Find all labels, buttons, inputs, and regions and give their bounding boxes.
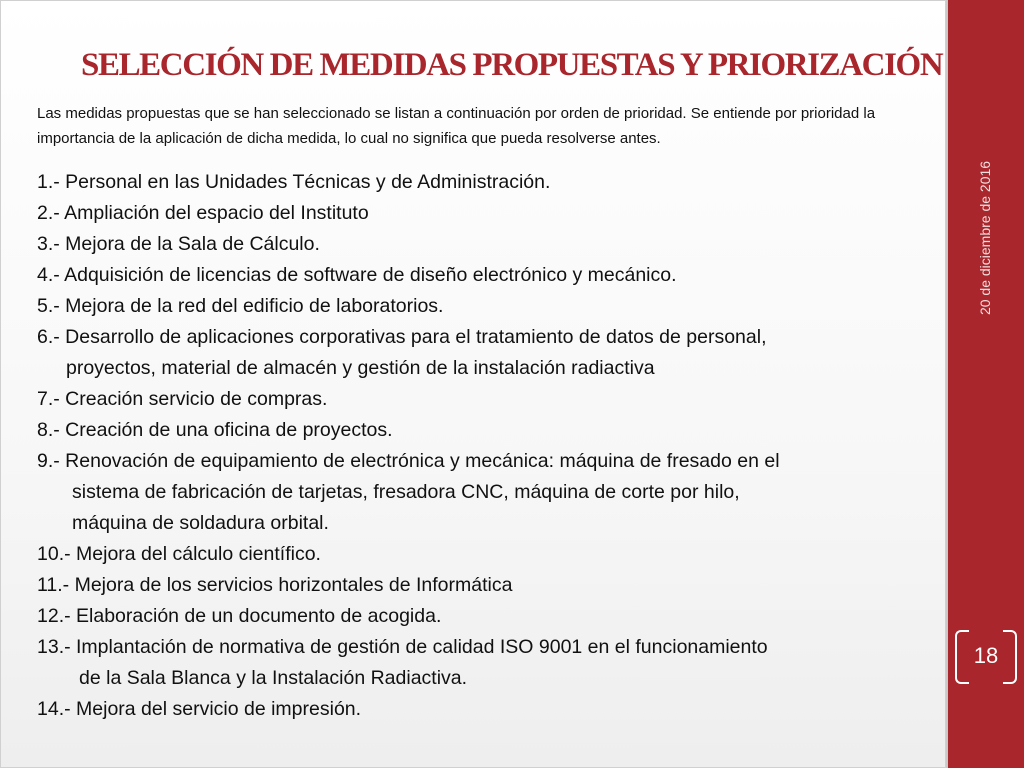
list-item: 8.- Creación de una oficina de proyectos. <box>37 419 393 441</box>
page-number: 18 <box>973 643 999 668</box>
list-item: 1.- Personal en las Unidades Técnicas y de Administración. <box>37 171 551 193</box>
list-item: 9.- Renovación de equipamiento de electrónica y mecánica: máquina de fresado en el sistema de fabricación de tarjetas, fresadora CNC, máquina de corte por hilo, máquina de soldadura orbital. <box>37 446 942 539</box>
slide-title: SELECCIÓN DE MEDIDAS PROPUESTAS Y PRIORIZACIÓN <box>81 47 943 83</box>
list-item: 7.- Creación servicio de compras. <box>37 388 328 410</box>
list-item: 3.- Mejora de la Sala de Cálculo. <box>37 233 320 255</box>
slide-date: 20 de diciembre de 2016 <box>977 160 993 316</box>
list-item: 10.- Mejora del cálculo científico. <box>37 543 321 565</box>
list-item: 6.- Desarrollo de aplicaciones corporativas para el tratamiento de datos de personal, proyectos, material de almacén y gestión de la instalación radiactiva <box>37 322 942 384</box>
list-item-continuation: de la Sala Blanca y la Instalación Radiactiva. <box>79 667 468 689</box>
list-item-continuation: proyectos, material de almacén y gestión de la instalación radiactiva <box>66 357 655 379</box>
list-item: 11.- Mejora de los servicios horizontales de Informática <box>37 574 513 596</box>
list-item: 12.- Elaboración de un documento de acogida. <box>37 605 442 627</box>
intro-paragraph: Las medidas propuestas que se han seleccionado se listan a continuación por orden de prioridad. Se entiende por prioridad la importancia de la aplicación de dicha medida, lo cual no significa que pueda resolverse antes. <box>37 105 876 147</box>
priority-list <box>37 167 942 725</box>
sidebar-divider <box>946 0 948 768</box>
list-item-continuation: sistema de fabricación de tarjetas, fresadora CNC, máquina de corte por hilo, <box>72 481 740 503</box>
page-number-badge <box>955 630 1017 682</box>
list-item: 2.- Ampliación del espacio del Instituto <box>37 202 369 224</box>
list-item-continuation: máquina de soldadura orbital. <box>72 512 329 534</box>
list-item: 4.- Adquisición de licencias de software de diseño electrónico y mecánico. <box>37 264 677 286</box>
list-item: 5.- Mejora de la red del edificio de laboratorios. <box>37 295 444 317</box>
list-item: 14.- Mejora del servicio de impresión. <box>37 698 362 720</box>
list-item: 13.- Implantación de normativa de gestión de calidad ISO 9001 en el funcionamiento de la Sala Blanca y la Instalación Radiactiva. <box>37 632 942 694</box>
